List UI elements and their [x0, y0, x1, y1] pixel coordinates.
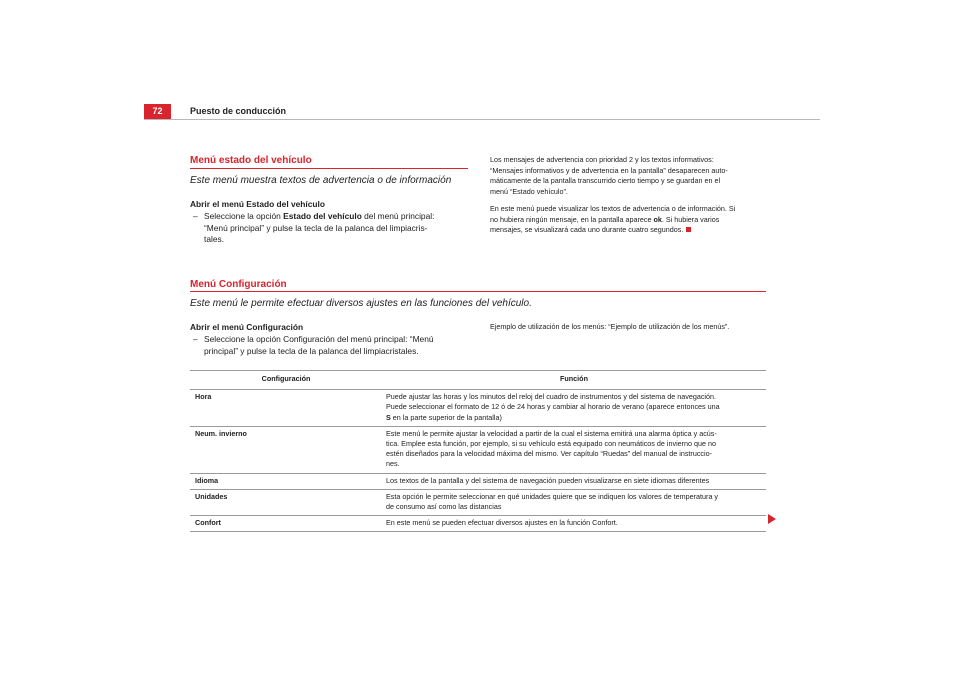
section2-subtitle: Este menú le permite efectuar diversos ajustes en las funciones del vehículo.: [190, 298, 532, 309]
para2-line2-post: . Si hubiera varios: [661, 214, 720, 224]
description-line: nes.: [386, 459, 400, 469]
header-divider: [144, 119, 820, 120]
configuration-table: [190, 370, 766, 532]
description-line: Esta opción le permite seleccionar en qué unidades quiere que se indiquen los valores de temperatura y: [386, 491, 719, 501]
description-line: Puede seleccionar el formato de 12 ó de 24 horas y cambiar al horario de verano (aparece entonces una: [386, 402, 720, 412]
table-row: [190, 473, 766, 489]
dash-bullet: –: [193, 334, 198, 344]
table-row: [190, 516, 766, 532]
para1-line4: menú “Estado vehículo”.: [490, 186, 568, 196]
section1-subhead: Abrir el menú Estado del vehículo: [190, 199, 325, 209]
description-line: Los textos de la pantalla y del sistema de navegación pueden visualizarse en siete idiomas diferentes: [386, 475, 710, 485]
section2-step: [193, 334, 468, 357]
end-of-section-square-icon: [686, 227, 691, 232]
setting-name: Neum. invierno: [190, 426, 382, 473]
para2-line2-pre: no hubiera ningún mensaje, en la pantalla aparece: [490, 214, 654, 224]
description-line: Este menú le permite ajustar la velocidad a partir de la cual el sistema emitirá una alarma óptica y acús-: [386, 428, 717, 438]
description-line: estén diseñados para la velocidad máxima del mismo. Ver capítulo “Ruedas” del manual de instruccio-: [386, 449, 712, 459]
description-line: de consumo así como las distancias: [386, 502, 502, 512]
section1-subtitle: Este menú muestra textos de advertencia o de información: [190, 175, 452, 186]
setting-name: Hora: [190, 390, 382, 427]
description-line: En este menú se pueden efectuar diversos ajustes en la función Confort.: [386, 518, 618, 528]
column-header-funcion: Función: [382, 371, 766, 390]
table-header-row: [190, 371, 766, 390]
summer-time-indicator: S: [386, 412, 391, 422]
step-text-line2: principal” y pulse la tecla de la palanca del limpiacristales.: [204, 345, 419, 356]
para2-line3: mensajes, se visualizará cada uno durante cuatro segundos.: [490, 225, 684, 234]
section2-subhead: Abrir el menú Configuración: [190, 322, 304, 332]
section1-rule: [190, 168, 468, 169]
step-text-line2: “Menú principal” y pulse la tecla de la palanca del limpiacris-: [204, 222, 428, 233]
section1-right-para1: [490, 155, 775, 197]
setting-name: Confort: [190, 516, 382, 532]
dash-bullet: –: [193, 211, 198, 221]
table-row: [190, 489, 766, 515]
page-number: 72: [144, 104, 171, 119]
section1-right-para2: [490, 204, 775, 236]
continue-arrow-icon: [768, 514, 776, 524]
setting-description: [382, 516, 766, 532]
section1-title: Menú estado del vehículo: [190, 155, 312, 166]
section2-rule: [190, 291, 766, 292]
step-text-post: del menú principal:: [361, 211, 435, 221]
section2-example: Ejemplo de utilización de los menús: “Ejemplo de utilización de los menús”.: [490, 322, 730, 331]
setting-name: Idioma: [190, 473, 382, 489]
step-text-line1: Seleccione la opción Configuración del menú principal: “Menú: [204, 334, 434, 344]
para2-line1: En este menú puede visualizar los textos de advertencia o de información. Si: [490, 204, 736, 213]
step-text-line3: tales.: [204, 234, 225, 244]
para1-line2: “Mensajes informativos y de advertencia en la pantalla” desaparecen auto-: [490, 165, 728, 175]
table-row: [190, 390, 766, 427]
header-title: Puesto de conducción: [190, 106, 287, 116]
setting-description: [382, 390, 766, 427]
section1-step: [193, 211, 468, 246]
para1-line3: máticamente de la pantalla transcurrido cierto tiempo y se guardan en el: [490, 176, 721, 185]
setting-description: [382, 489, 766, 515]
description-line: en la parte superior de la pantalla): [392, 412, 502, 422]
setting-name: Unidades: [190, 489, 382, 515]
description-line: tica. Emplee esta función, por ejemplo, si su vehículo está equipado con neumáticos de invierno que no: [386, 439, 717, 449]
step-text-bold: Estado del vehículo: [283, 211, 362, 221]
setting-description: [382, 426, 766, 473]
table-row: [190, 426, 766, 473]
para1-line1: Los mensajes de advertencia con prioridad 2 y los textos informativos:: [490, 155, 714, 164]
description-line: Puede ajustar las horas y los minutos del reloj del cuadro de instrumentos y del sistema de navegación.: [386, 392, 717, 402]
section2-title: Menú Configuración: [190, 279, 287, 290]
para2-ok-bold: ok: [653, 214, 662, 224]
setting-description: [382, 473, 766, 489]
column-header-configuracion: Configuración: [190, 371, 382, 390]
step-text-pre: Seleccione la opción: [204, 211, 284, 221]
